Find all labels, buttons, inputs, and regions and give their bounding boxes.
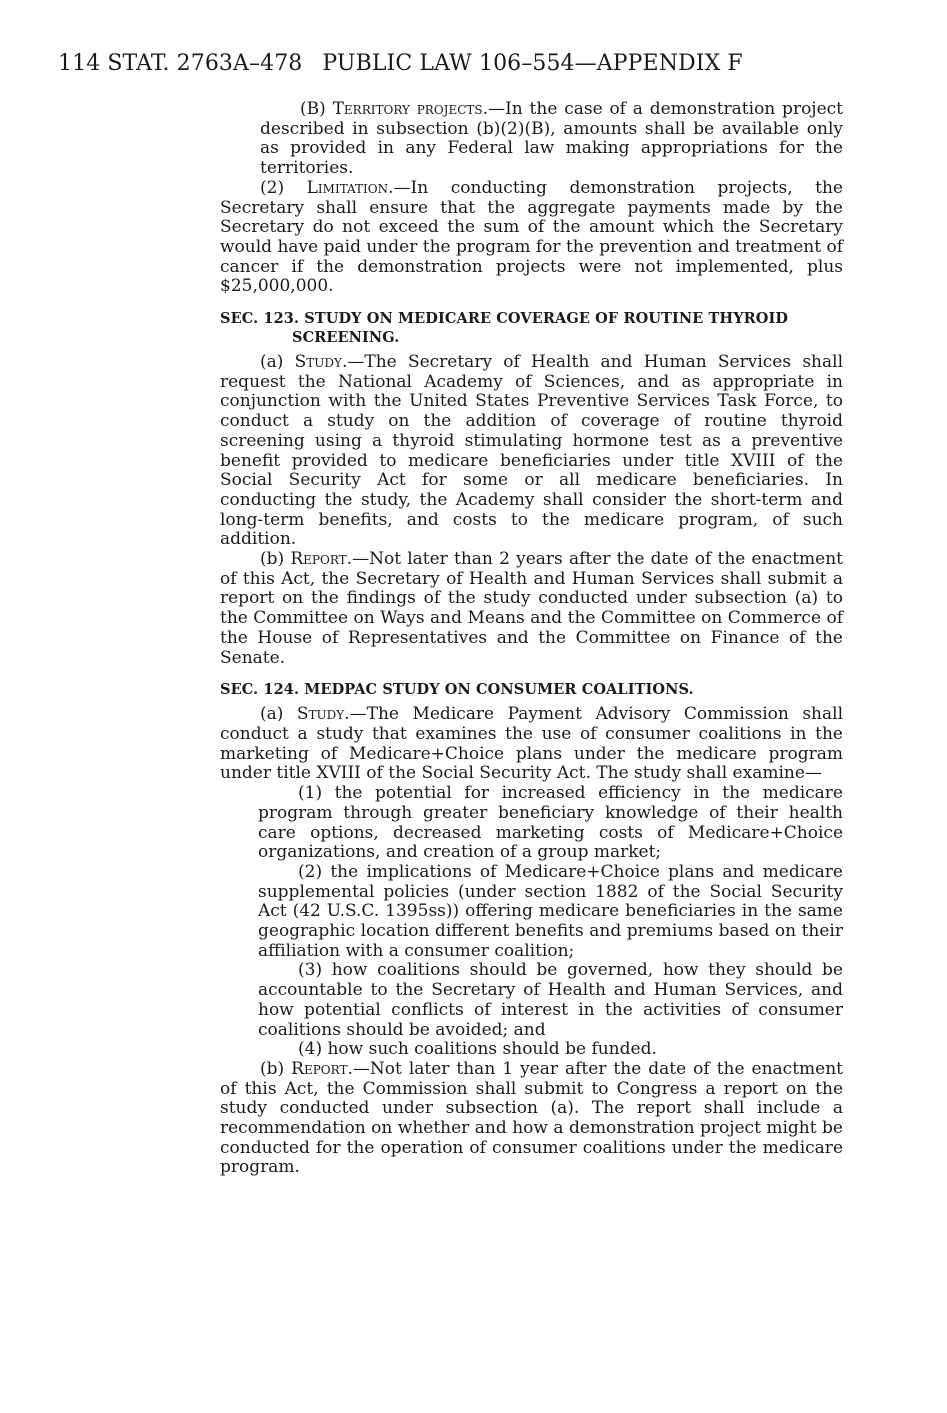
list-item: (3) how coalitions should be governed, how they should be accountable to the Secretary of Health and Human Services, and how potential conflicts of interest in the activities of consumer coalitions should be avoided; and bbox=[258, 960, 843, 1040]
list-item: (4) how such coalitions should be funded. bbox=[298, 1039, 657, 1060]
sec122-continuation bbox=[220, 100, 843, 179]
section-124-heading: SEC. 124. MEDPAC STUDY ON CONSUMER COALITIONS. bbox=[220, 681, 694, 699]
statute-citation: 114 STAT. 2763A–478 bbox=[58, 51, 303, 76]
sec123-paragraph-b-report: (b) Report.—Not later than 2 years after the date of the enactment of this Act, the Secretary of Health and Human Services shall submit a report on the findings of the study conducted under subsection (a) to the Committee on Ways and Means and the Committee on Commerce of the House of Representatives and the Committee on Finance of the Senate. bbox=[220, 549, 843, 668]
sec124-paragraph-a-study: (a) Study.—The Medicare Payment Advisory Commission shall conduct a study that examines the use of consumer coalitions in the marketing of Medicare+Choice plans under the medicare program under title XVIII of the Social Security Act. The study shall examine— bbox=[220, 704, 843, 784]
document-body bbox=[220, 100, 843, 1178]
sec123-paragraph-a-study: (a) Study.—The Secretary of Health and Human Services shall request the National Academy of Sciences, and as appropriate in conjunction with the United States Preventive Services Task Force, to conduct a study on the addition of coverage of routine thyroid screening using a thyroid stimulating hormone test as a preventive benefit provided to medicare beneficiaries under title XVIII of the Social Security Act for some or all medicare beneficiaries. In conducting the study, the Academy shall consider the short-term and long-term benefits, and costs to the medicare program, of such addition. bbox=[220, 352, 844, 550]
sec124-paragraph-b-report: (b) Report.—Not later than 1 year after the date of the enactment of this Act, the Commission shall submit to Congress a report on the study conducted under subsection (a). The report shall include a recommendation on whether and how a demonstration project might be conducted for the operation of consumer coalitions under the medicare program. bbox=[220, 1058, 843, 1178]
section-123-heading: SEC. 123. STUDY ON MEDICARE COVERAGE OF ROUTINE THYROID SCREENING. bbox=[220, 310, 789, 347]
paragraph-b-territory-projects: (B) Territory projects.—In the case of a demonstration project described in subsection (b)(2)(B), amounts shall be available only as provided in any Federal law making appropriations for the territories. bbox=[260, 99, 843, 179]
list-item: (2) the implications of Medicare+Choice plans and medicare supplemental policies (under section 1882 of the Social Security Act (42 U.S.C. 1395ss)) offering medicare beneficiaries in the same geographic location different benefits and premiums based on their affiliation with a consumer coalition; bbox=[258, 861, 843, 961]
paragraph-2-limitation: (2) Limitation.—In conducting demonstration projects, the Secretary shall ensure that the aggregate payments made by the Secretary do not exceed the sum of the amount which the Secretary would have paid under the program for the prevention and treatment of cancer if the demonstration projects were not implemented, plus $25,000,000. bbox=[220, 177, 843, 297]
running-header bbox=[58, 51, 743, 76]
public-law-title: PUBLIC LAW 106–554—APPENDIX F bbox=[322, 51, 743, 76]
list-item: (1) the potential for increased efficiency in the medicare program through greater beneficiary knowledge of their health care options, decreased marketing costs of Medicare+Choice organizations, and creation of a group market; bbox=[258, 783, 843, 863]
